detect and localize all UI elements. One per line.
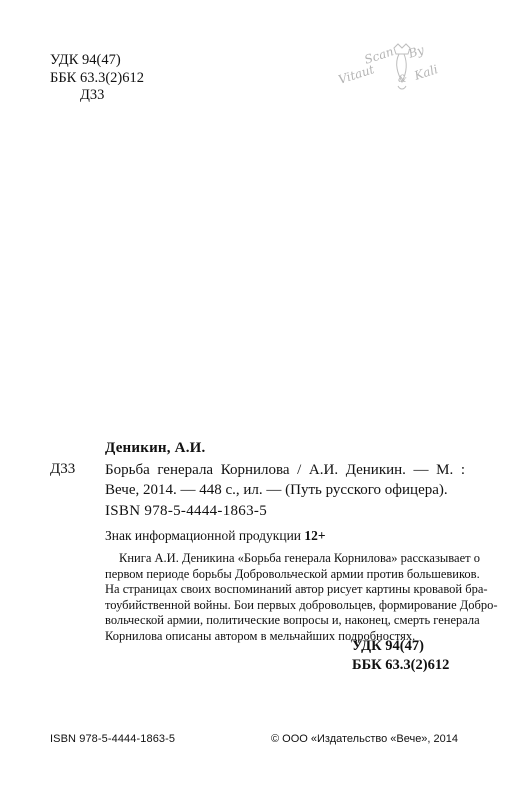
top-author-code: Д33 bbox=[80, 87, 105, 103]
scan-watermark-logo-image bbox=[336, 40, 461, 100]
info-mark-label: Знак информационной продукции bbox=[105, 528, 302, 543]
scan-watermark-logo bbox=[336, 40, 461, 100]
bottom-udk: УДК 94(47) bbox=[352, 638, 424, 654]
svg-text:By: By bbox=[406, 42, 426, 61]
footer-isbn: ISBN 978-5-4444-1863-5 bbox=[50, 733, 176, 745]
top-classification-block bbox=[50, 52, 144, 105]
annotation-line-6: Корнилова описаны автором в мельчайших подробностях. bbox=[105, 628, 416, 643]
annotation-block bbox=[105, 551, 498, 645]
footer-copyright: © ООО «Издательство «Вече», 2014 bbox=[271, 733, 459, 745]
svg-text:&: & bbox=[398, 74, 407, 85]
entry-author-code: Д33 bbox=[50, 461, 76, 477]
entry-author: Деникин, А.И. bbox=[105, 440, 206, 456]
annotation-line-3: На страницах своих воспоминаний автор рисует картины кровавой бра- bbox=[105, 582, 488, 597]
annotation-line-1: Книга А.И. Деникина «Борьба генерала Корнилова» рассказывает о bbox=[119, 551, 480, 565]
top-bbk: ББК 63.3(2)612 bbox=[50, 69, 144, 86]
bib-line-2: Вече, 2014. — 448 с., ил. — (Путь русского офицера). bbox=[105, 481, 448, 498]
annotation-line-2: первом периоде борьбы Добровольческой армии против большевиков. bbox=[105, 566, 480, 581]
annotation-line-4: тоубийственной войны. Бои первых добровольцев, формирование Добро- bbox=[105, 597, 498, 612]
bottom-bbk: ББК 63.3(2)612 bbox=[352, 657, 450, 673]
annotation-line-5: вольческой армии, политические вопросы и, наконец, смерть генерала bbox=[105, 613, 480, 628]
info-product-mark bbox=[105, 528, 326, 544]
svg-text:Kali: Kali bbox=[412, 62, 440, 83]
svg-text:Scan: Scan bbox=[362, 44, 396, 67]
bib-line-1: Борьба генерала Корнилова / А.И. Деникин. — М. : bbox=[105, 462, 465, 478]
bibliographic-description bbox=[105, 461, 465, 500]
entry-isbn: ISBN 978-5-4444-1863-5 bbox=[105, 503, 268, 519]
svg-text:Vitaut: Vitaut bbox=[336, 62, 376, 87]
info-mark-age: 12+ bbox=[304, 528, 326, 543]
top-udk: УДК 94(47) bbox=[50, 52, 121, 68]
bottom-classification-block bbox=[352, 637, 449, 675]
